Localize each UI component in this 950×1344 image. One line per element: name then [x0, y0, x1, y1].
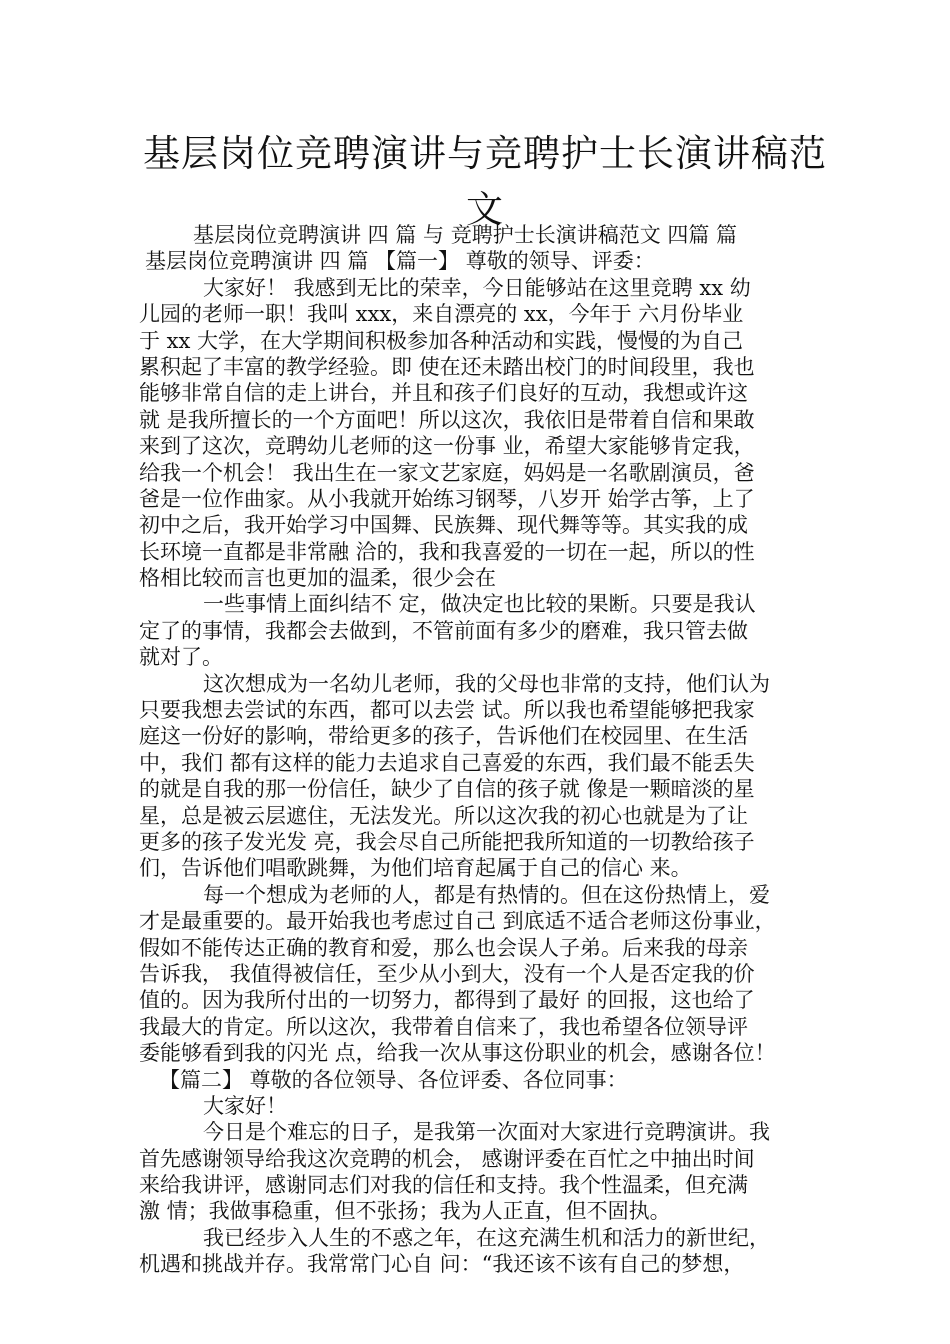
text-line: 累积起了丰富的教学经验。即 使在还未踏出校门的时间段里，我也: [139, 354, 755, 379]
text-line: 儿园的老师一职！我叫 xxx，来自漂亮的 xx，今年于 六月份毕业: [139, 302, 744, 327]
text-line: 庭这一份好的影响，带给更多的孩子，告诉他们在校园里、在生活: [139, 724, 748, 749]
text-line: 的就是自我的那一份信任，缺少了自信的孩子就 像是一颗暗淡的星: [139, 777, 755, 802]
text-line: 一些事情上面纠结不 定，做决定也比较的果断。只要是我认: [203, 592, 756, 617]
text-line: 我最大的肯定。所以这次，我带着自信来了，我也希望各位领导评: [139, 1014, 748, 1039]
text-line: 中，我们 都有这样的能力去追求自己喜爱的东西，我们最不能丢失: [139, 750, 755, 775]
text-line: 才是最重要的。最开始我也考虑过自己 到底适不适合老师这份事业，: [139, 909, 776, 934]
text-line: 基层岗位竞聘演讲 四 篇 【篇一】 尊敬的领导、评委：: [145, 249, 655, 274]
text-line: 来给我讲评，感谢同志们对我的信任和支持。我个性温柔，但充满: [139, 1173, 748, 1198]
title-line-1: 基层岗位竞聘演讲与竞聘护士长演讲稿范: [143, 132, 827, 175]
title-line-2: 文: [466, 188, 504, 231]
text-line: 格相比较而言也更加的温柔，很少会在: [139, 566, 496, 591]
text-line: 大家好！ 我感到无比的荣幸，今日能够站在这里竞聘 xx 幼: [203, 275, 751, 300]
text-line: 今日是个难忘的日子，是我第一次面对大家进行竞聘演讲。我: [203, 1120, 770, 1145]
text-line: 大家好！: [203, 1093, 287, 1118]
text-line: 假如不能传达正确的教育和爱，那么也会误人子弟。后来我的母亲: [139, 935, 748, 960]
text-line: 更多的孩子发光发 亮，我会尽自己所能把我所知道的一切教给孩子: [139, 829, 755, 854]
text-line: 每一个想成为老师的人，都是有热情的。但在这份热情上，爱: [203, 882, 770, 907]
text-line: 这次想成为一名幼儿老师，我的父母也非常的支持，他们认为: [203, 671, 770, 696]
document-body: [139, 222, 815, 1278]
text-line: 告诉我， 我值得被信任，至少从小到大，没有一个人是否定我的价: [139, 961, 755, 986]
text-line: 长环境一直都是非常融 洽的，我和我喜爱的一切在一起，所以的性: [139, 539, 755, 564]
text-line: 机遇和挑战并存。我常常门心自 问：“我还该不该有自己的梦想，: [139, 1252, 745, 1277]
text-line: 我已经步入人生的不惑之年，在这充满生机和活力的新世纪，: [203, 1225, 770, 1250]
text-line: 定了的事情，我都会去做到，不管前面有多少的磨难，我只管去做: [139, 618, 748, 643]
text-line: 激 情；我做事稳重，但不张扬；我为人正直，但不固执。: [139, 1199, 671, 1224]
text-line: 来到了这次，竞聘幼儿老师的这一份事 业，希望大家能够肯定我，: [139, 434, 755, 459]
text-line: 星，总是被云层遮住，无法发光。所以这次我的初心也就是为了让: [139, 803, 748, 828]
text-line: 委能够看到我的闪光 点，给我一次从事这份职业的机会，感谢各位！: [139, 1041, 776, 1066]
text-line: 【篇二】 尊敬的各位领导、各位评委、各位同事：: [159, 1067, 628, 1092]
text-line: 初中之后，我开始学习中国舞、民族舞、现代舞等等。其实我的成: [139, 513, 748, 538]
text-line: 就 是我所擅长的一个方面吧！所以这次，我依旧是带着自信和果敢: [139, 407, 755, 432]
text-line: 们，告诉他们唱歌跳舞，为他们培育起属于自己的信心 来。: [139, 856, 692, 881]
text-line: 于 xx 大学，在大学期间积极参加各种活动和实践，慢慢的为自己: [139, 328, 744, 353]
text-line: 给我一个机会！ 我出生在一家文艺家庭，妈妈是一名歌剧演员，爸: [139, 460, 755, 485]
text-line: 基层岗位竞聘演讲 四 篇 与 竞聘护士长演讲稿范文 四篇 篇: [193, 223, 738, 247]
text-line: 首先感谢领导给我这次竞聘的机会， 感谢评委在百忙之中抽出时间: [139, 1146, 755, 1171]
text-line: 只要我想去尝试的东西，都可以去尝 试。所以我也希望能够把我家: [139, 698, 755, 723]
text-line: 爸是一位作曲家。从小我就开始练习钢琴，八岁开 始学古筝，上了: [139, 486, 755, 511]
text-line: 就对了。: [139, 645, 223, 670]
text-line: 值的。因为我所付出的一切努力，都得到了最好 的回报，这也给了: [139, 988, 755, 1013]
text-line: 能够非常自信的走上讲台，并且和孩子们良好的互动，我想或许这: [139, 381, 748, 406]
